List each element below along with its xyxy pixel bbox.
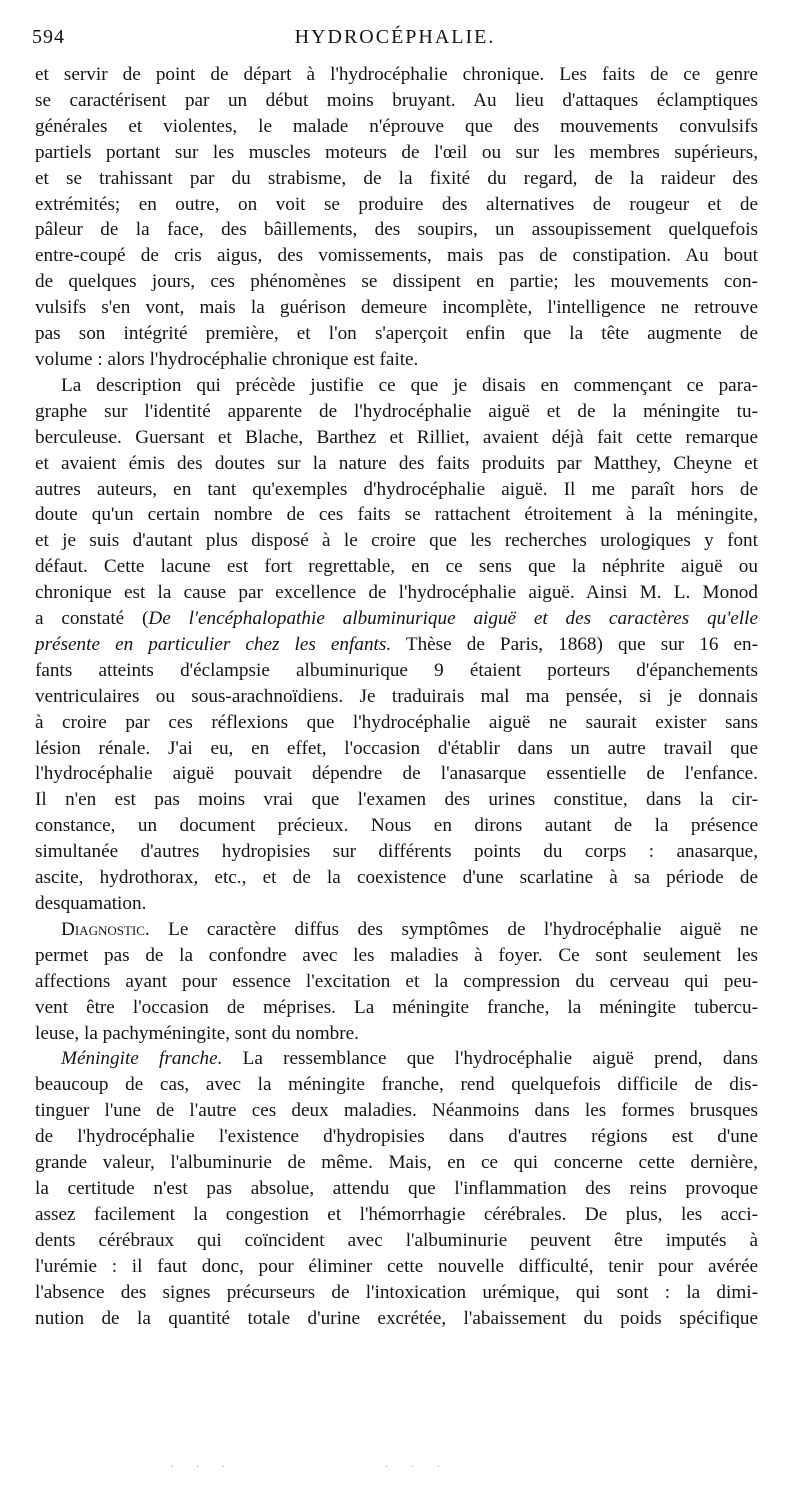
text-line: vent être l'occasion de méprises. La méningite franche, la méningite tubercu- xyxy=(35,996,758,1018)
text-line: fants atteints d'éclampsie albuminurique 9 étaient porteurs d'épanchements xyxy=(35,659,758,681)
paragraph-diagnostic xyxy=(35,917,758,1047)
text-line: autres auteurs, en tant qu'exemples d'hydrocéphalie aiguë. Il me paraît hors de xyxy=(35,478,758,500)
text-line: présente en particulier chez les enfants. Thèse de Paris, 1868) que sur 16 en- xyxy=(35,633,758,655)
text-line: se caractérisent par un début moins bruyant. Au lieu d'attaques éclamptiques xyxy=(35,89,758,111)
text-line: simultanée d'autres hydropisies sur différents points du corps : anasarque, xyxy=(35,841,758,863)
paragraph-meningite-franche xyxy=(35,1046,758,1331)
text-line: beaucoup de cas, avec la méningite franche, rend quelquefois difficile de dis- xyxy=(35,1074,758,1096)
text-line: tinguer l'une de l'autre ces deux maladies. Néanmoins dans les formes brusques xyxy=(35,1100,758,1122)
text-line: lésion rénale. J'ai eu, en effet, l'occasion d'établir dans un autre travail que xyxy=(35,737,758,759)
text-line: la certitude n'est pas absolue, attendu que l'inflammation des reins provoque xyxy=(35,1177,758,1199)
page-header xyxy=(32,26,758,52)
text-line: partiels portant sur les muscles moteurs de l'œil ou sur les membres supérieurs, xyxy=(35,141,758,163)
text-line: Diagnostic. Le caractère diffus des symptômes de l'hydrocéphalie aiguë ne xyxy=(61,918,758,940)
text-line: pas son intégrité première, et l'on s'aperçoit enfin que la tête augmente de xyxy=(35,323,758,345)
text-line: défaut. Cette lacune est fort regrettable, en ce sens que la néphrite aiguë ou xyxy=(35,556,758,578)
text-line: chronique est la cause par excellence de l'hydrocéphalie aiguë. Ainsi M. L. Monod xyxy=(35,582,758,604)
text-line: de l'hydrocéphalie l'existence d'hydropisies dans d'autres régions est d'une xyxy=(35,1126,758,1148)
text-line: de quelques jours, ces phénomènes se dissipent en partie; les mouvements con- xyxy=(35,271,758,293)
text-line: l'absence des signes précurseurs de l'intoxication urémique, qui sont : la dimi- xyxy=(35,1281,758,1303)
text-line: entre-coupé de cris aigus, des vomissements, mais pas de constipation. Au bout xyxy=(35,245,758,267)
text-line: générales et violentes, le malade n'éprouve que des mouvements convulsifs xyxy=(35,115,758,137)
paragraph-description xyxy=(35,373,758,917)
text-line: l'urémie : il faut donc, pour éliminer cette nouvelle difficulté, tenir pour avérée xyxy=(35,1255,758,1277)
page-number: 594 xyxy=(32,26,65,48)
text-line: et se trahissant par du strabisme, de la fixité du regard, de la raideur des xyxy=(35,167,758,189)
text-line: leuse, la pachyméningite, sont du nombre. xyxy=(35,1022,359,1044)
text-line: dents cérébraux qui coïncident avec l'albuminurie peuvent être imputés à xyxy=(35,1229,758,1251)
text-line: assez facilement la congestion et l'hémorrhagie cérébrales. De plus, les acci- xyxy=(35,1203,758,1225)
text-line: l'hydrocéphalie aiguë pouvait dépendre de l'anasarque essentielle de l'enfance. xyxy=(35,763,758,785)
text-line: grande valeur, l'albuminurie de même. Mais, en ce qui concerne cette dernière, xyxy=(35,1152,758,1174)
text-line: a constaté (De l'encéphalopathie albuminurique aiguë et des caractères qu'elle xyxy=(35,608,758,630)
text-line: berculeuse. Guersant et Blache, Barthez et Rilliet, avaient déjà fait cette remarque xyxy=(35,426,758,448)
text-line: et je suis d'autant plus disposé à le croire que les recherches urologiques y font xyxy=(35,530,758,552)
page-body xyxy=(35,62,758,1331)
text-line: ventriculaires ou sous-arachnoïdiens. Je traduirais mal ma pensée, si je donnais xyxy=(35,685,758,707)
text-line: desquamation. xyxy=(35,893,147,914)
text-line: volume : alors l'hydrocéphalie chronique est faite. xyxy=(35,348,419,370)
text-line: affections ayant pour essence l'excitation et la compression du cerveau qui peu- xyxy=(35,970,758,992)
text-line: permet pas de la confondre avec les maladies à foyer. Ce sont seulement les xyxy=(35,944,758,966)
scan-specks: · · · · · · xyxy=(170,1462,450,1473)
text-line: et servir de point de départ à l'hydrocéphalie chronique. Les faits de ce genre xyxy=(35,64,758,85)
paragraph-hydrocephalie-chronique xyxy=(35,62,758,373)
text-line: nution de la quantité totale d'urine excrétée, l'abaissement du poids spécifique xyxy=(35,1307,758,1329)
text-line: pâleur de la face, des bâillements, des soupirs, un assoupissement quelquefois xyxy=(35,219,758,241)
text-line: à croire par ces réflexions que l'hydrocéphalie aiguë ne saurait exister sans xyxy=(35,711,758,733)
text-line: constance, un document précieux. Nous en dirons autant de la présence xyxy=(35,815,758,837)
text-line: ascite, hydrothorax, etc., et de la coexistence d'une scarlatine à sa période de xyxy=(35,867,758,889)
text-line: La description qui précède justifie ce que je disais en commençant ce para- xyxy=(61,374,758,396)
text-line: Méningite franche. La ressemblance que l'hydrocéphalie aiguë prend, dans xyxy=(61,1048,758,1070)
text-line: graphe sur l'identité apparente de l'hydrocéphalie aiguë et de la méningite tu- xyxy=(35,400,758,422)
text-line: Il n'en est pas moins vrai que l'examen des urines constitue, dans la cir- xyxy=(35,789,758,811)
text-line: et avaient émis des doutes sur la nature des faits produits par Matthey, Cheyne et xyxy=(35,452,758,474)
text-line: doute qu'un certain nombre de ces faits se rattachent étroitement à la méningite, xyxy=(35,504,758,526)
running-title: HYDROCÉPHALIE. xyxy=(294,26,496,48)
text-line: vulsifs s'en vont, mais la guérison demeure incomplète, l'intelligence ne retrouve xyxy=(35,297,758,319)
text-line: extrémités; en outre, on voit se produire des alternatives de rougeur et de xyxy=(35,193,758,215)
